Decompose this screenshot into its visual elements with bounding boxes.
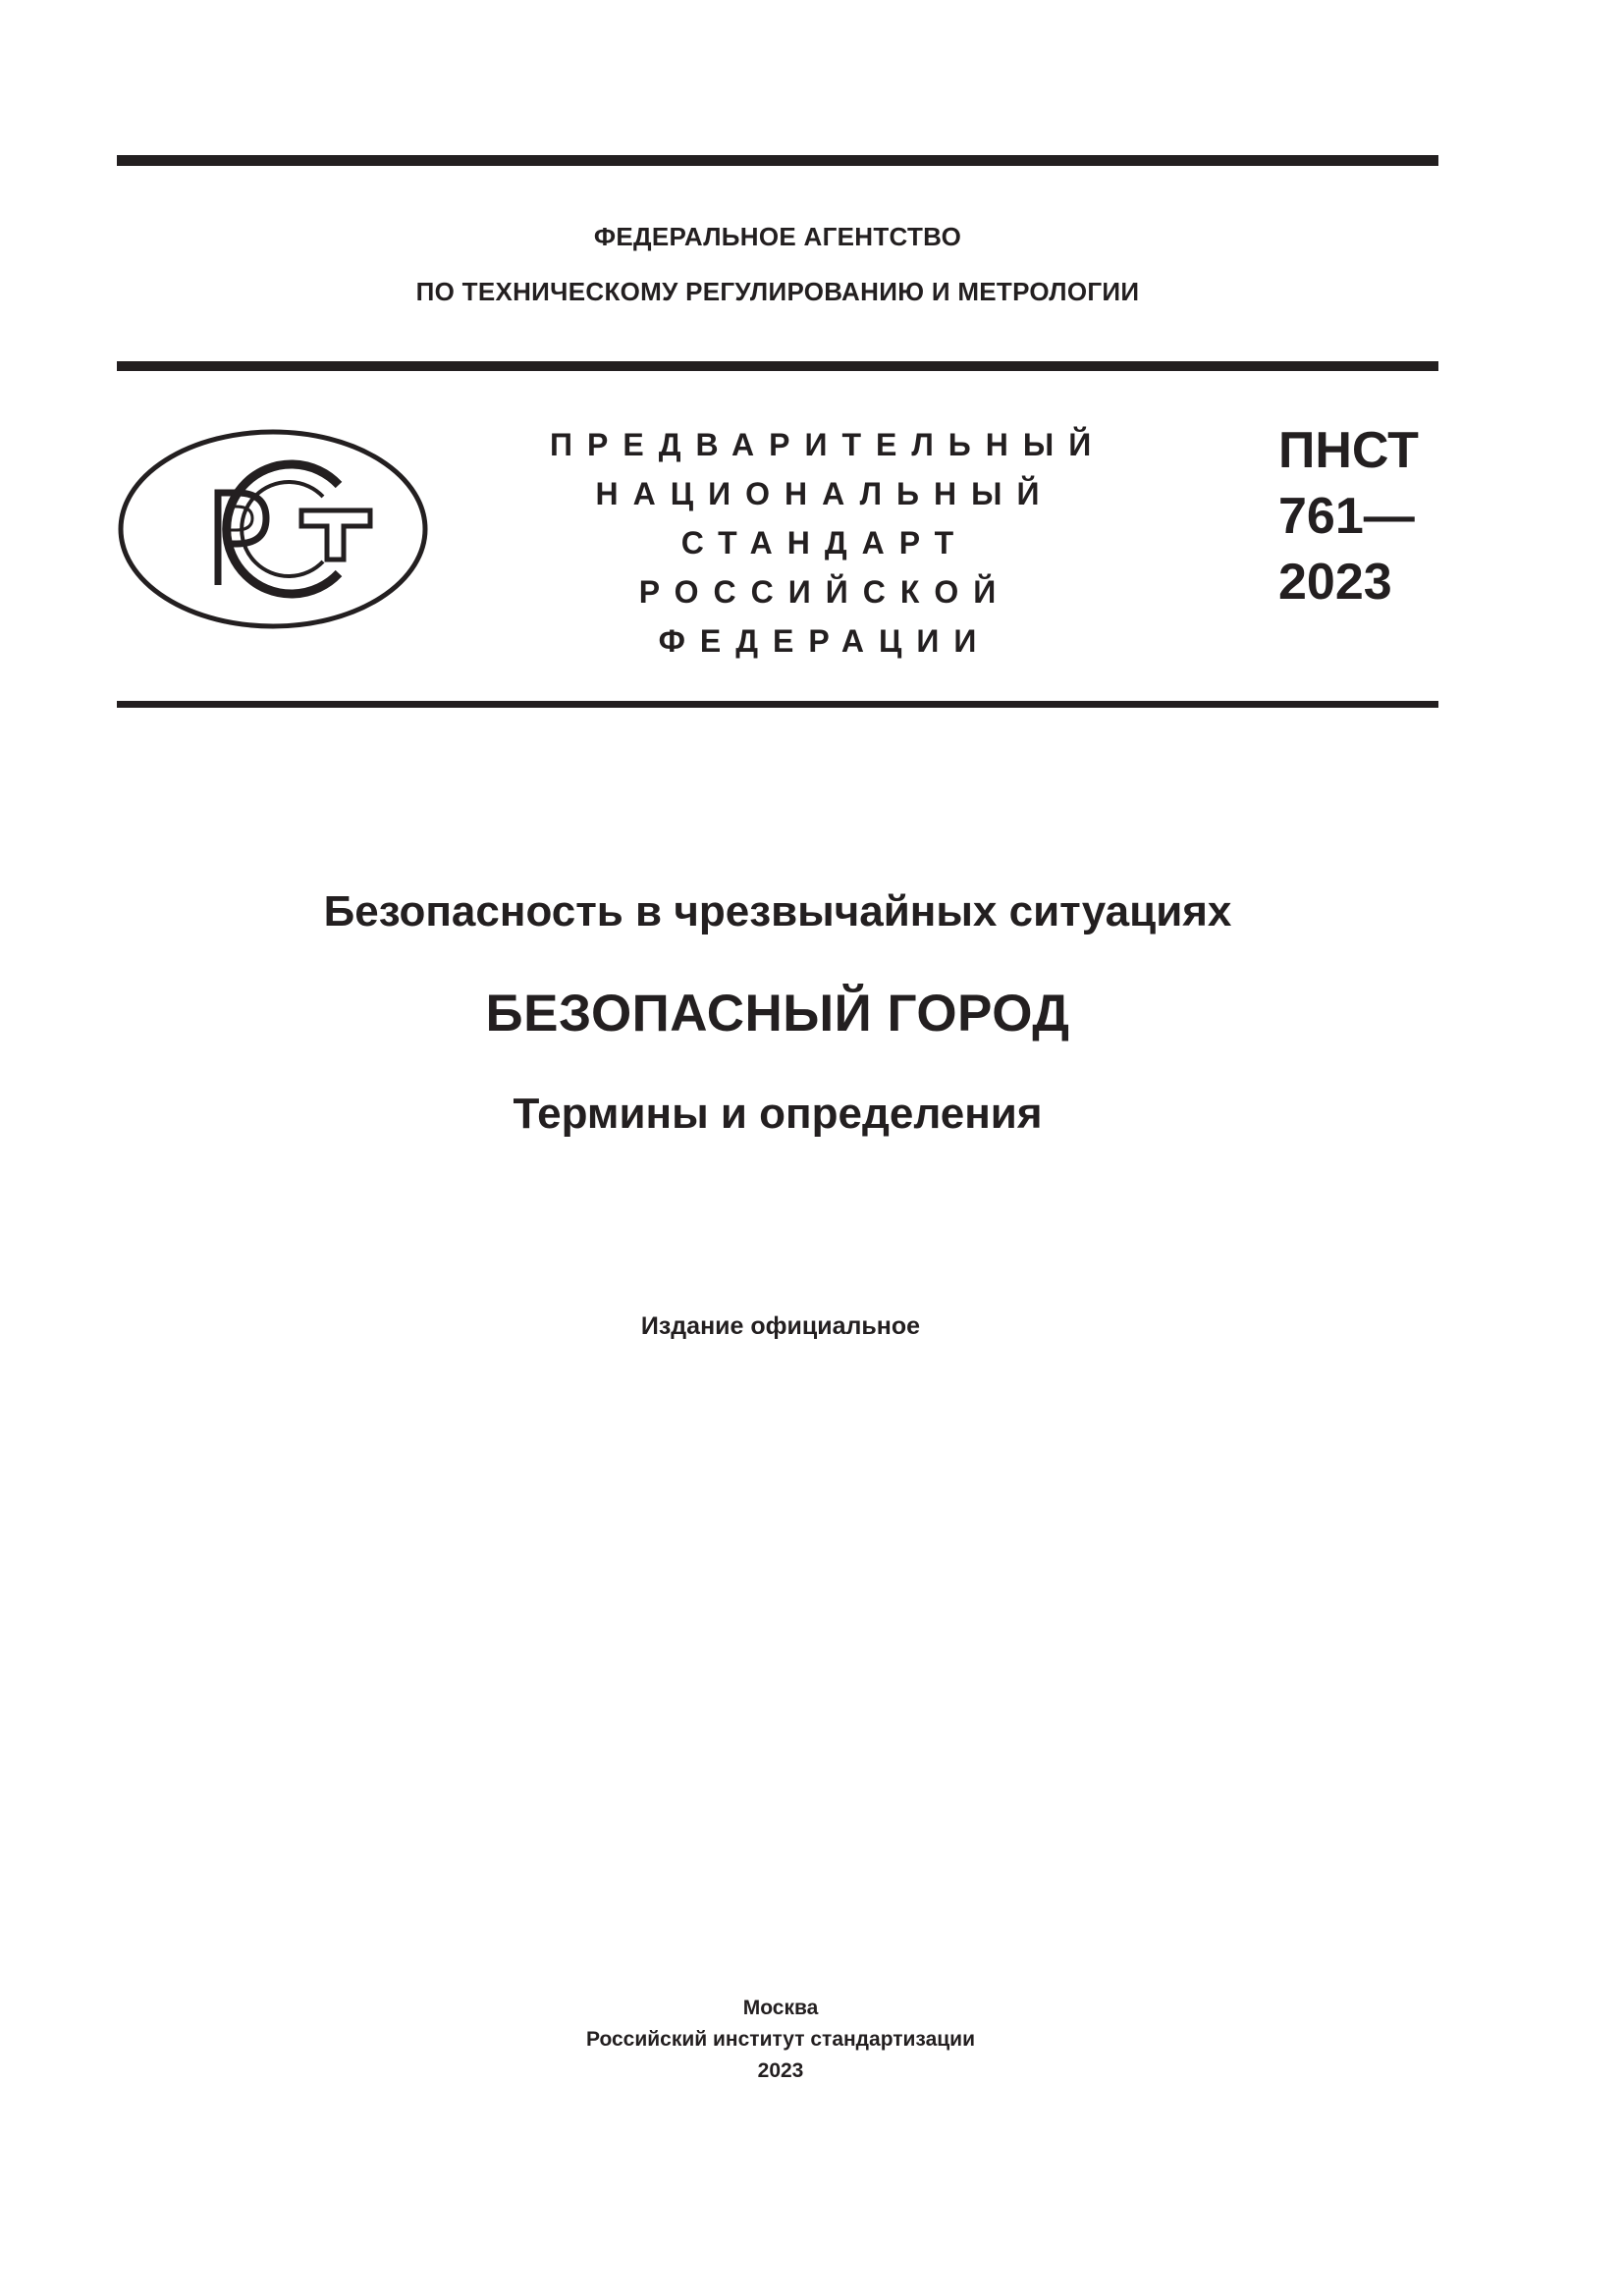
standard-type-line: ПРЕДВАРИТЕЛЬНЫЙ [550, 427, 1107, 462]
imprint-city: Москва [742, 1997, 819, 2019]
header-rule [117, 361, 1438, 371]
agency-line-2: ПО ТЕХНИЧЕСКОМУ РЕГУЛИРОВАНИЮ И МЕТРОЛОГИИ [415, 277, 1140, 306]
standard-type-line: ФЕДЕРАЦИИ [658, 623, 992, 659]
standard-type [550, 420, 1107, 666]
document-title: БЕЗОПАСНЫЙ ГОРОД [485, 985, 1070, 1042]
standard-code [1278, 418, 1419, 615]
logo-rule [117, 701, 1438, 708]
edition-label: Издание официальное [640, 1312, 921, 1340]
standard-code-prefix: ПНСТ [1278, 422, 1419, 479]
imprint-year: 2023 [757, 2059, 804, 2082]
document-subtitle: Термины и определения [513, 1090, 1043, 1138]
standard-type-line: НАЦИОНАЛЬНЫЙ [595, 476, 1055, 511]
standard-code-year: 2023 [1278, 554, 1392, 611]
standard-type-line: РОССИЙСКОЙ [638, 574, 1011, 610]
agency-line-1: ФЕДЕРАЛЬНОЕ АГЕНТСТВО [593, 222, 962, 251]
standard-type-line: СТАНДАРТ [680, 525, 969, 561]
standard-code-number: 761— [1278, 488, 1415, 545]
gost-r-logo-icon [117, 428, 429, 630]
top-rule [117, 155, 1438, 166]
imprint-publisher: Российский институт стандартизации [585, 2028, 976, 2051]
subject-area: Безопасность в чрезвычайных ситуациях [323, 887, 1232, 935]
imprint [0, 1993, 1561, 2087]
